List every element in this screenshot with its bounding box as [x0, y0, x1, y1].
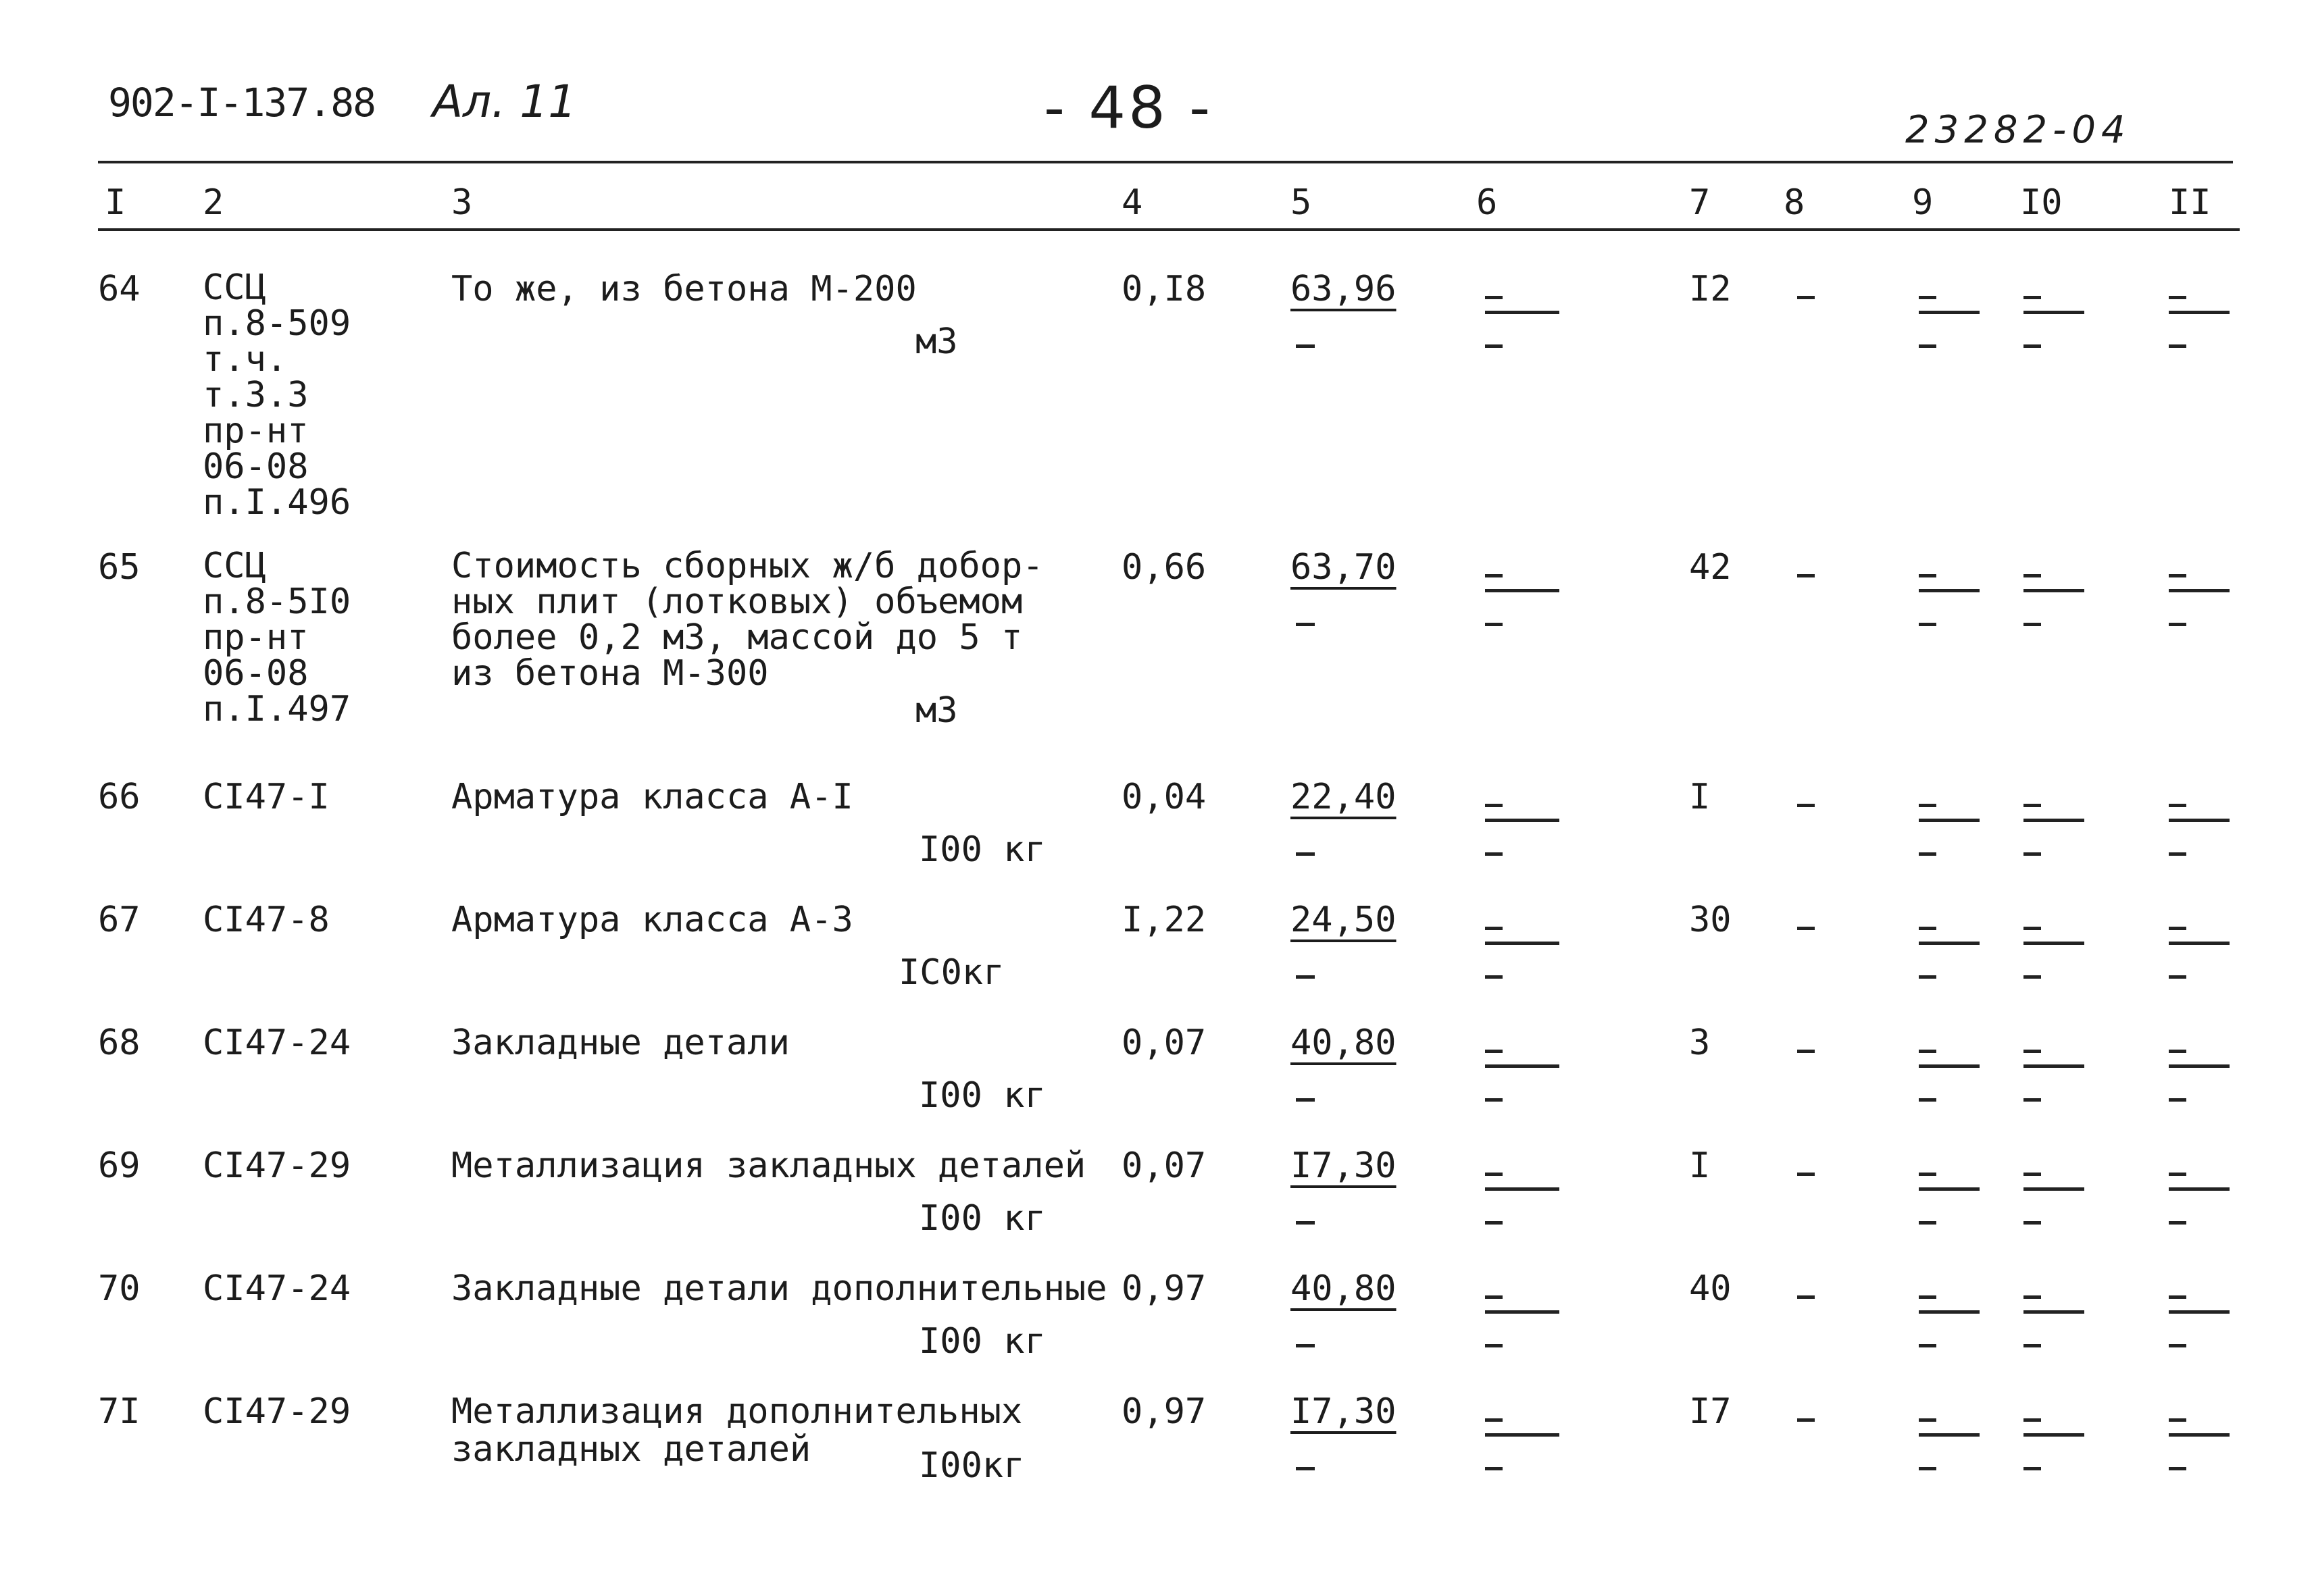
- row-unit: IС0кг: [899, 952, 1005, 993]
- row-quantity: 0,97: [1122, 1268, 1207, 1309]
- col9-lower-dash: [1919, 623, 1936, 626]
- col10-lower-dash: [2023, 1098, 2041, 1102]
- col10-upper-dash: [2023, 1050, 2041, 1053]
- row-name: Стоимость сборных ж/б добор- ных плит (лотковых) объемом более 0,2 м3, массой до 5 т из бетона М-300: [451, 546, 1044, 694]
- row-quantity: 0,07: [1122, 1023, 1207, 1063]
- row-number: 68: [98, 1023, 141, 1063]
- col9-lower-dash: [1919, 1344, 1936, 1347]
- row-code: ССЦ п.8-509 т.ч. т.3.3 пр-нт 06-08 п.I.496: [203, 267, 351, 523]
- row-number: 7I: [98, 1391, 141, 1432]
- col11-upper-dash: [2169, 1418, 2186, 1422]
- col9-fraction-line: [1919, 1064, 1980, 1068]
- row-quantity: I,22: [1122, 900, 1207, 940]
- row-unit: I00 кг: [919, 1198, 1046, 1239]
- col11-fraction-line: [2169, 819, 2230, 822]
- row-code: СI47-8: [203, 900, 330, 940]
- row-unit: м3: [915, 690, 958, 731]
- row-price: 63,96: [1290, 269, 1397, 309]
- col9-lower-dash: [1919, 344, 1936, 348]
- row-name: То же, из бетона М-200: [451, 269, 917, 309]
- price-lower-dash: [1296, 1344, 1315, 1347]
- row-number: 64: [98, 269, 141, 309]
- row-quantity: 0,04: [1122, 777, 1207, 817]
- col9-fraction-line: [1919, 819, 1980, 822]
- col6-lower-dash: [1485, 623, 1503, 626]
- col6-fraction-line: [1485, 1310, 1559, 1314]
- col11-fraction-line: [2169, 942, 2230, 945]
- col9-upper-dash: [1919, 1050, 1936, 1053]
- col6-upper-dash: [1485, 1295, 1503, 1299]
- col11-lower-dash: [2169, 852, 2186, 856]
- col10-upper-dash: [2023, 927, 2041, 930]
- row-col7: 30: [1689, 900, 1732, 940]
- col10-upper-dash: [2023, 296, 2041, 299]
- col10-fraction-line: [2023, 589, 2084, 592]
- col11-upper-dash: [2169, 1295, 2186, 1299]
- col10-upper-dash: [2023, 804, 2041, 807]
- col11-lower-dash: [2169, 1467, 2186, 1470]
- col8-dash: [1797, 1295, 1815, 1299]
- row-name: Арматура класса А-3: [451, 900, 853, 940]
- row-name: Закладные детали дополнительные: [451, 1268, 1107, 1309]
- col9-upper-dash: [1919, 1173, 1936, 1176]
- row-price: I7,30: [1290, 1145, 1397, 1186]
- row-price: 63,70: [1290, 547, 1397, 588]
- col11-upper-dash: [2169, 1173, 2186, 1176]
- column-number-2: 2: [203, 182, 224, 223]
- col10-fraction-line: [2023, 1433, 2084, 1437]
- col11-fraction-line: [2169, 1187, 2230, 1191]
- col11-upper-dash: [2169, 804, 2186, 807]
- col11-fraction-line: [2169, 1064, 2230, 1068]
- row-number: 66: [98, 777, 141, 817]
- col10-lower-dash: [2023, 852, 2041, 856]
- column-number-8: 8: [1784, 182, 1805, 223]
- row-col7: I2: [1689, 269, 1732, 309]
- inventory-number: 23282-04: [1905, 108, 2131, 152]
- col10-fraction-line: [2023, 942, 2084, 945]
- col8-dash: [1797, 1173, 1815, 1176]
- col9-fraction-line: [1919, 1433, 1980, 1437]
- col6-fraction-line: [1485, 589, 1559, 592]
- col6-fraction-line: [1485, 1433, 1559, 1437]
- col11-upper-dash: [2169, 296, 2186, 299]
- col11-fraction-line: [2169, 311, 2230, 314]
- col10-upper-dash: [2023, 1173, 2041, 1176]
- col9-upper-dash: [1919, 1418, 1936, 1422]
- col10-upper-dash: [2023, 574, 2041, 577]
- col6-upper-dash: [1485, 927, 1503, 930]
- col9-lower-dash: [1919, 1467, 1936, 1470]
- column-number-1: I: [105, 182, 126, 223]
- col6-upper-dash: [1485, 574, 1503, 577]
- col6-lower-dash: [1485, 1344, 1503, 1347]
- col9-lower-dash: [1919, 1098, 1936, 1102]
- col9-fraction-line: [1919, 942, 1980, 945]
- col11-lower-dash: [2169, 1344, 2186, 1347]
- row-number: 70: [98, 1268, 141, 1309]
- row-quantity: 0,97: [1122, 1391, 1207, 1432]
- col6-upper-dash: [1485, 1050, 1503, 1053]
- row-unit: I00 кг: [919, 1321, 1046, 1362]
- col10-lower-dash: [2023, 1344, 2041, 1347]
- col6-fraction-line: [1485, 819, 1559, 822]
- col6-upper-dash: [1485, 804, 1503, 807]
- col11-lower-dash: [2169, 344, 2186, 348]
- col10-fraction-line: [2023, 1187, 2084, 1191]
- col6-fraction-line: [1485, 1187, 1559, 1191]
- row-number: 65: [98, 547, 141, 588]
- price-lower-dash: [1296, 1221, 1315, 1225]
- price-lower-dash: [1296, 344, 1315, 348]
- col6-lower-dash: [1485, 975, 1503, 979]
- page-number: - 48 -: [1044, 74, 1213, 142]
- row-price: 22,40: [1290, 777, 1397, 817]
- col9-fraction-line: [1919, 589, 1980, 592]
- row-col7: 40: [1689, 1268, 1732, 1309]
- col10-upper-dash: [2023, 1418, 2041, 1422]
- col6-lower-dash: [1485, 1467, 1503, 1470]
- col9-lower-dash: [1919, 975, 1936, 979]
- col11-lower-dash: [2169, 623, 2186, 626]
- col9-fraction-line: [1919, 311, 1980, 314]
- column-number-10: I0: [2020, 182, 2063, 223]
- col11-upper-dash: [2169, 1050, 2186, 1053]
- col6-lower-dash: [1485, 1098, 1503, 1102]
- col6-upper-dash: [1485, 1173, 1503, 1176]
- row-col7: I7: [1689, 1391, 1732, 1432]
- col8-dash: [1797, 927, 1815, 930]
- row-code: ССЦ п.8-5I0 пр-нт 06-08 п.I.497: [203, 546, 351, 729]
- col11-upper-dash: [2169, 574, 2186, 577]
- row-unit: I00 кг: [919, 829, 1046, 870]
- row-col7: I: [1689, 1145, 1711, 1186]
- col6-upper-dash: [1485, 1418, 1503, 1422]
- col10-fraction-line: [2023, 1310, 2084, 1314]
- col10-fraction-line: [2023, 311, 2084, 314]
- row-quantity: 0,I8: [1122, 269, 1207, 309]
- col9-lower-dash: [1919, 1221, 1936, 1225]
- header-rule-bottom: [98, 228, 2240, 231]
- col8-dash: [1797, 804, 1815, 807]
- row-col7: 3: [1689, 1023, 1711, 1063]
- column-number-9: 9: [1912, 182, 1934, 223]
- col9-fraction-line: [1919, 1310, 1980, 1314]
- col9-upper-dash: [1919, 927, 1936, 930]
- col11-fraction-line: [2169, 1310, 2230, 1314]
- col9-upper-dash: [1919, 574, 1936, 577]
- col10-lower-dash: [2023, 623, 2041, 626]
- column-number-5: 5: [1290, 182, 1312, 223]
- col11-upper-dash: [2169, 927, 2186, 930]
- col11-fraction-line: [2169, 589, 2230, 592]
- price-lower-dash: [1296, 623, 1315, 626]
- col9-lower-dash: [1919, 852, 1936, 856]
- col9-fraction-line: [1919, 1187, 1980, 1191]
- col8-dash: [1797, 1418, 1815, 1422]
- document-code: 902-I-137.88: [108, 80, 376, 126]
- row-name: Закладные детали: [451, 1023, 790, 1063]
- col11-fraction-line: [2169, 1433, 2230, 1437]
- col8-dash: [1797, 1050, 1815, 1053]
- row-number: 67: [98, 900, 141, 940]
- col6-fraction-line: [1485, 311, 1559, 314]
- row-quantity: 0,66: [1122, 547, 1207, 588]
- col11-lower-dash: [2169, 1221, 2186, 1225]
- column-number-4: 4: [1122, 182, 1143, 223]
- row-unit: I00 кг: [919, 1075, 1046, 1116]
- row-code: СI47-24: [203, 1023, 351, 1063]
- row-code: СI47-24: [203, 1268, 351, 1309]
- row-price: 24,50: [1290, 900, 1397, 940]
- column-number-3: 3: [451, 182, 473, 223]
- col8-dash: [1797, 574, 1815, 577]
- row-name: Арматура класса А-I: [451, 777, 853, 817]
- col10-lower-dash: [2023, 1467, 2041, 1470]
- row-price: 40,80: [1290, 1268, 1397, 1309]
- col6-fraction-line: [1485, 1064, 1559, 1068]
- row-price: I7,30: [1290, 1391, 1397, 1432]
- row-code: СI47-I: [203, 777, 330, 817]
- col9-upper-dash: [1919, 804, 1936, 807]
- row-unit: I00кг: [919, 1445, 1025, 1486]
- row-name: Металлизация закладных деталей: [451, 1145, 1086, 1186]
- row-number: 69: [98, 1145, 141, 1186]
- col8-dash: [1797, 296, 1815, 299]
- row-code: СI47-29: [203, 1391, 351, 1432]
- row-col7: I: [1689, 777, 1711, 817]
- row-unit: м3: [915, 321, 958, 362]
- col6-lower-dash: [1485, 852, 1503, 856]
- price-lower-dash: [1296, 1098, 1315, 1102]
- col6-lower-dash: [1485, 344, 1503, 348]
- col6-upper-dash: [1485, 296, 1503, 299]
- col9-upper-dash: [1919, 1295, 1936, 1299]
- row-quantity: 0,07: [1122, 1145, 1207, 1186]
- row-code: СI47-29: [203, 1145, 351, 1186]
- price-lower-dash: [1296, 975, 1315, 979]
- col10-lower-dash: [2023, 1221, 2041, 1225]
- price-lower-dash: [1296, 852, 1315, 856]
- col9-upper-dash: [1919, 296, 1936, 299]
- col10-lower-dash: [2023, 975, 2041, 979]
- row-name: Металлизация дополнительных закладных деталей: [451, 1391, 1023, 1470]
- col6-lower-dash: [1485, 1221, 1503, 1225]
- column-number-11: II: [2169, 182, 2211, 223]
- col11-lower-dash: [2169, 1098, 2186, 1102]
- col10-lower-dash: [2023, 344, 2041, 348]
- row-price: 40,80: [1290, 1023, 1397, 1063]
- header-rule-top: [98, 161, 2233, 163]
- column-number-6: 6: [1476, 182, 1498, 223]
- row-col7: 42: [1689, 547, 1732, 588]
- sheet-label: Ал. 11: [432, 76, 577, 128]
- col11-lower-dash: [2169, 975, 2186, 979]
- col10-fraction-line: [2023, 819, 2084, 822]
- col10-fraction-line: [2023, 1064, 2084, 1068]
- col6-fraction-line: [1485, 942, 1559, 945]
- price-lower-dash: [1296, 1467, 1315, 1470]
- col10-upper-dash: [2023, 1295, 2041, 1299]
- column-number-7: 7: [1689, 182, 1711, 223]
